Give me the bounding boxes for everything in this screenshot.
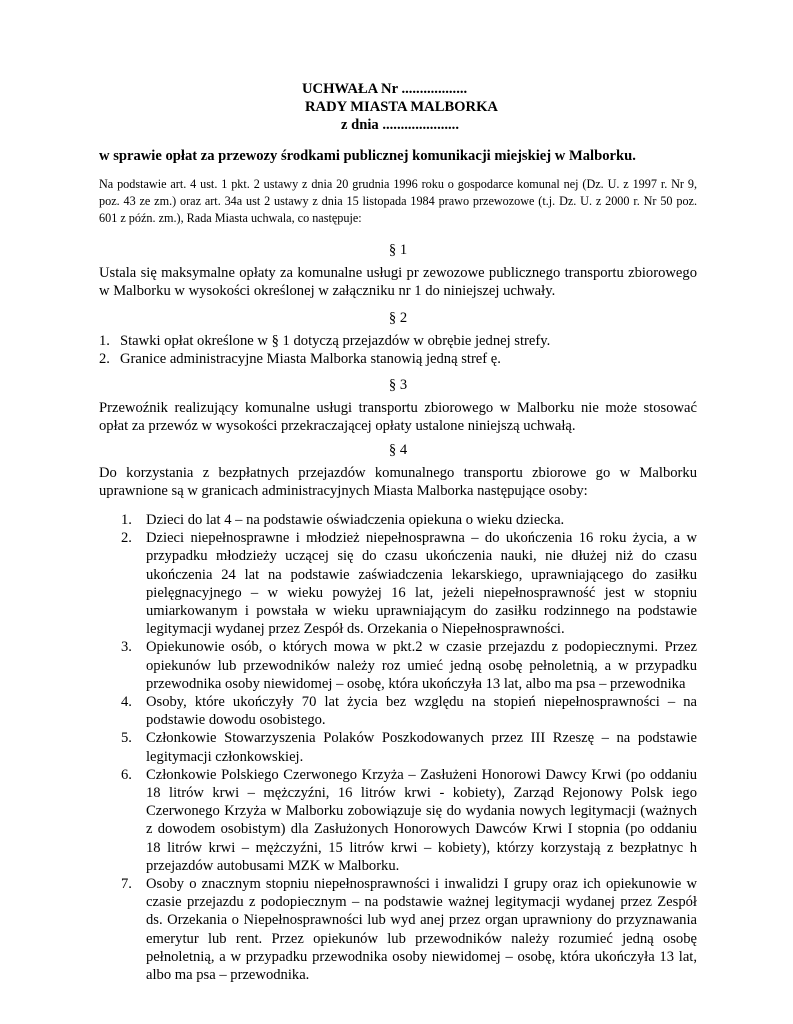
list-item <box>121 529 697 638</box>
list-item <box>99 350 697 369</box>
list-item-text: Dzieci do lat 4 – na podstawie oświadczenia opiekuna o wieku dziecka. <box>146 512 565 528</box>
list-item-text: Członkowie Stowarzyszenia Polaków Poszkodowanych przez III Rzeszę – na podstawie legitymacji członkowskiej. <box>146 730 697 765</box>
list-item-text: Osoby o znacznym stopniu niepełnosprawności i inwalidzi I grupy oraz ich opiekunowie w czasie przejazdu z podopiecznym – na podstawie ważnej legitymacji wydanej przez Zespół ds. Orzekania o Niepełnosprawności lub wyd anej przez organ uprawniony do przyznawania emerytur lub rent. Przez opiekunów lub przewodników należy rozumieć jedną osobę pełnoletnią, a w przypadku przewodnika osoby niewidomej – osobę, która ukończyła 13 lat, albo ma psa – przewodnika. <box>146 876 697 984</box>
list-item-text: Granice administracyjne Miasta Malborka stanowią jedną stref ę. <box>120 351 501 367</box>
list-item-number: 7. <box>121 876 132 893</box>
section-1-text: Ustala się maksymalne opłaty za komunalne usługi pr zewozowe publicznego transportu zbiorowego w Malborku w wysokości określonej w załączniku nr 1 do niniejszej uchwały. <box>99 264 697 299</box>
list-item-number: 1. <box>99 332 110 349</box>
council-name: RADY MIASTA MALBORKA <box>305 99 498 115</box>
section-3-text: Przewoźnik realizujący komunalne usługi transportu zbiorowego w Malborku nie może stosować opłat za przewóz w wysokości przekraczającej opłaty ustalone niniejszą uchwałą. <box>99 399 697 434</box>
list-item-number: 4. <box>121 694 132 711</box>
list-item <box>121 693 697 729</box>
eligible-persons-list <box>121 511 697 984</box>
preamble-text: Na podstawie art. 4 ust. 1 pkt. 2 ustawy z dnia 20 grudnia 1996 roku o gospodarce komunal nej (Dz. U. z 1997 r. Nr 9, poz. 43 ze zm.) oraz art. 34a ust 2 ustawy z dnia 15 listopada 1984 prawo przewozowe (t.j. Dz. U. z 2000 r. Nr 50 poz. 601 z późn. zm.), Rada Miasta uchwala, co następuje: <box>99 177 697 225</box>
list-item-text: Dzieci niepełnosprawne i młodzież niepełnosprawna – do ukończenia 16 roku życia, a w przypadku młodzieży uczącej się do czasu ukończenia nauki, nie dłużej niż do czasu ukończenia 24 lat na podstawie zaświadczenia lekarskiego, uprawniającego do zasiłku pielęgnacyjnego – w wieku powyżej 16 lat, jeżeli niepełnosprawność jest w stopniu umiarkowanym i powstała w wieku uprawniającym do zasiłku rodzinnego na podstawie legitymacji wydanej przez Zespół ds. Orzekania o Niepełnosprawności. <box>146 530 697 638</box>
section-4 <box>99 441 697 501</box>
list-item <box>121 875 697 984</box>
section-3-number: § 3 <box>388 377 408 393</box>
list-item-number: 6. <box>121 766 132 783</box>
list-item-number: 3. <box>121 639 132 656</box>
list-item-text: Członkowie Polskiego Czerwonego Krzyża – Zasłużeni Honorowi Dawcy Krwi (po oddaniu 18 litrów krwi – mężczyźni, 16 litrów krwi - kobiety), Zarząd Rejonowy Polsk iego Czerwonego Krzyża w Malborku zobowiązuje się do wydania nowych legitymacji (ważnych z dowodem osobistym) dla Zasłużonych Honorowych Dawców Krwi I stopnia (po oddaniu 18 litrów krwi – mężczyźni, 15 litrów krwi – kobiety), którzy korzystają z bezpłatnyc h przejazdów autobusami MZK w Malborku. <box>146 766 697 874</box>
list-item-number: 5. <box>121 730 132 747</box>
section-1 <box>99 241 697 301</box>
list-item <box>121 766 697 875</box>
section-1-number: § 1 <box>388 242 408 258</box>
section-4-number: § 4 <box>388 442 408 458</box>
list-item <box>121 729 697 765</box>
section-3 <box>99 376 697 436</box>
resolution-number: UCHWAŁA Nr .................. <box>302 81 468 97</box>
document-title: w sprawie opłat za przewozy środkami publicznej komunikacji miejskiej w Malborku. <box>99 148 636 164</box>
resolution-date: z dnia ..................... <box>341 117 459 133</box>
section-4-text: Do korzystania z bezpłatnych przejazdów komunalnego transportu zbiorowe go w Malborku uprawnione są w granicach administracyjnych Miasta Malborka następujące osoby: <box>99 464 697 499</box>
list-item <box>121 511 697 529</box>
list-item-text: Opiekunowie osób, o których mowa w pkt.2 w czasie przejazdu z podopiecznymi. Przez opiekunów lub przewodników należy roz umieć jedną osobę pełnoletnią, a w przypadku przewodnika osoby niewidomej – osobę, która ukończyła 13 lat, albo ma psa – przewodnika <box>146 639 697 692</box>
list-item-text: Stawki opłat określone w § 1 dotyczą przejazdów w obrębie jednej strefy. <box>120 332 551 349</box>
list-item-number: 2. <box>121 530 132 547</box>
list-item-number: 2. <box>99 351 110 367</box>
section-2-list <box>99 332 697 369</box>
section-2-number: § 2 <box>388 310 408 326</box>
list-item-number: 1. <box>121 512 132 528</box>
section-2 <box>99 309 697 369</box>
list-item-text: Osoby, które ukończyły 70 lat życia bez względu na stopień niepełnosprawności – na podstawie dowodu osobistego. <box>146 694 697 729</box>
list-item <box>121 638 697 693</box>
list-item <box>99 332 697 351</box>
